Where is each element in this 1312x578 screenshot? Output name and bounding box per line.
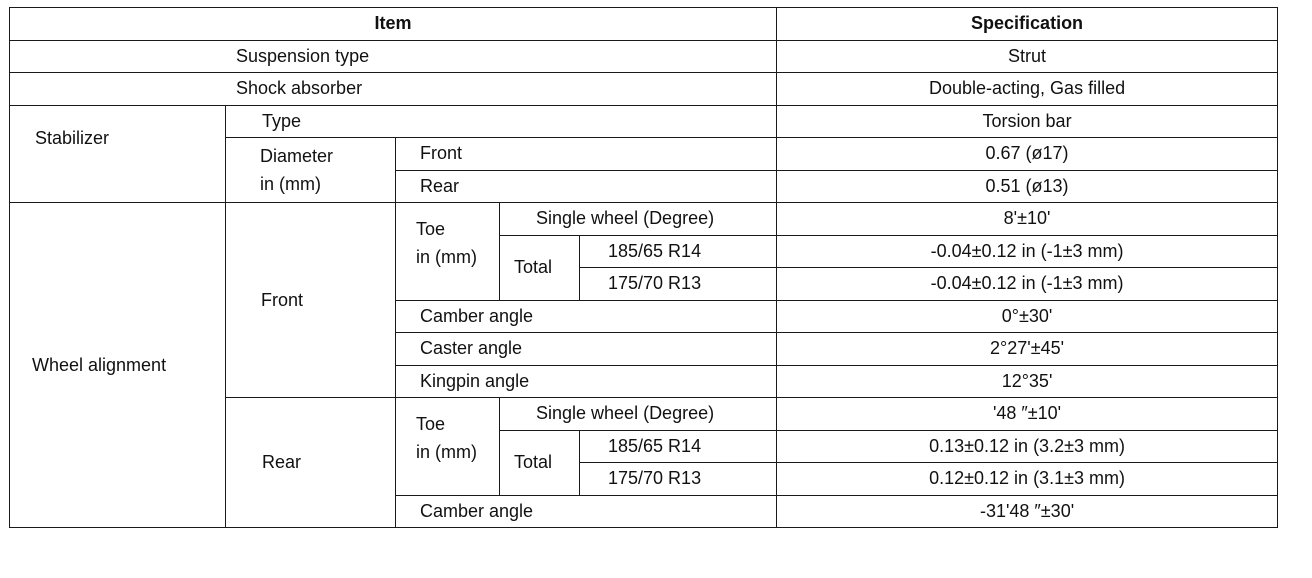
rear-camber-value: -31'48 ″±30': [777, 495, 1278, 528]
front-caster-label: Caster angle: [396, 333, 777, 366]
stabilizer-label: Stabilizer: [10, 105, 226, 203]
specification-header: Specification: [777, 8, 1278, 41]
suspension-type-label: Suspension type: [10, 40, 777, 73]
front-camber-label: Camber angle: [396, 300, 777, 333]
header-row: [10, 8, 1278, 41]
rear-alignment-label: Rear: [226, 398, 396, 528]
front-toe-line2: in (mm): [416, 247, 477, 267]
front-camber-value: 0°±30': [777, 300, 1278, 333]
stabilizer-front-value: 0.67 (ø17): [777, 138, 1278, 171]
front-single-wheel-value: 8'±10': [777, 203, 1278, 236]
front-kingpin-label: Kingpin angle: [396, 365, 777, 398]
diameter-label-line1: Diameter: [260, 146, 334, 166]
stabilizer-type-value: Torsion bar: [777, 105, 1278, 138]
front-caster-value: 2°27'±45': [777, 333, 1278, 366]
front-toe-label: [396, 203, 500, 301]
front-tire-1-value: -0.04±0.12 in (-1±3 mm): [777, 235, 1278, 268]
wheel-alignment-label: Wheel alignment: [10, 203, 226, 528]
rear-toe-label: [396, 398, 500, 496]
rear-toe-line1: Toe: [416, 414, 446, 434]
stabilizer-rear-value: 0.51 (ø13): [777, 170, 1278, 203]
shock-absorber-value: Double-acting, Gas filled: [777, 73, 1278, 106]
rear-tire-2-value: 0.12±0.12 in (3.1±3 mm): [777, 463, 1278, 496]
front-tire-1-label: 185/65 R14: [580, 235, 777, 268]
rear-tire-2-label: 175/70 R13: [580, 463, 777, 496]
table-row: [10, 203, 1278, 236]
rear-toe-line2: in (mm): [416, 442, 477, 462]
rear-single-wheel-label: Single wheel (Degree): [500, 398, 777, 431]
table-row: [10, 105, 1278, 138]
diameter-label: [226, 138, 396, 203]
front-tire-2-value: -0.04±0.12 in (-1±3 mm): [777, 268, 1278, 301]
front-kingpin-value: 12°35': [777, 365, 1278, 398]
rear-tire-1-label: 185/65 R14: [580, 430, 777, 463]
stabilizer-rear-label: Rear: [396, 170, 777, 203]
specification-table: [9, 7, 1278, 528]
shock-absorber-label: Shock absorber: [10, 73, 777, 106]
front-toe-line1: Toe: [416, 219, 446, 239]
diameter-label-line2: in (mm): [260, 174, 321, 194]
stabilizer-front-label: Front: [396, 138, 777, 171]
front-alignment-label: Front: [226, 203, 396, 398]
front-tire-2-label: 175/70 R13: [580, 268, 777, 301]
rear-tire-1-value: 0.13±0.12 in (3.2±3 mm): [777, 430, 1278, 463]
front-single-wheel-label: Single wheel (Degree): [500, 203, 777, 236]
rear-camber-label: Camber angle: [396, 495, 777, 528]
rear-single-wheel-value: '48 ″±10': [777, 398, 1278, 431]
table-row: [10, 73, 1278, 106]
rear-total-label: Total: [500, 430, 580, 495]
table-row: [10, 40, 1278, 73]
stabilizer-type-label: Type: [226, 105, 777, 138]
item-header: Item: [10, 8, 777, 41]
front-total-label: Total: [500, 235, 580, 300]
suspension-type-value: Strut: [777, 40, 1278, 73]
